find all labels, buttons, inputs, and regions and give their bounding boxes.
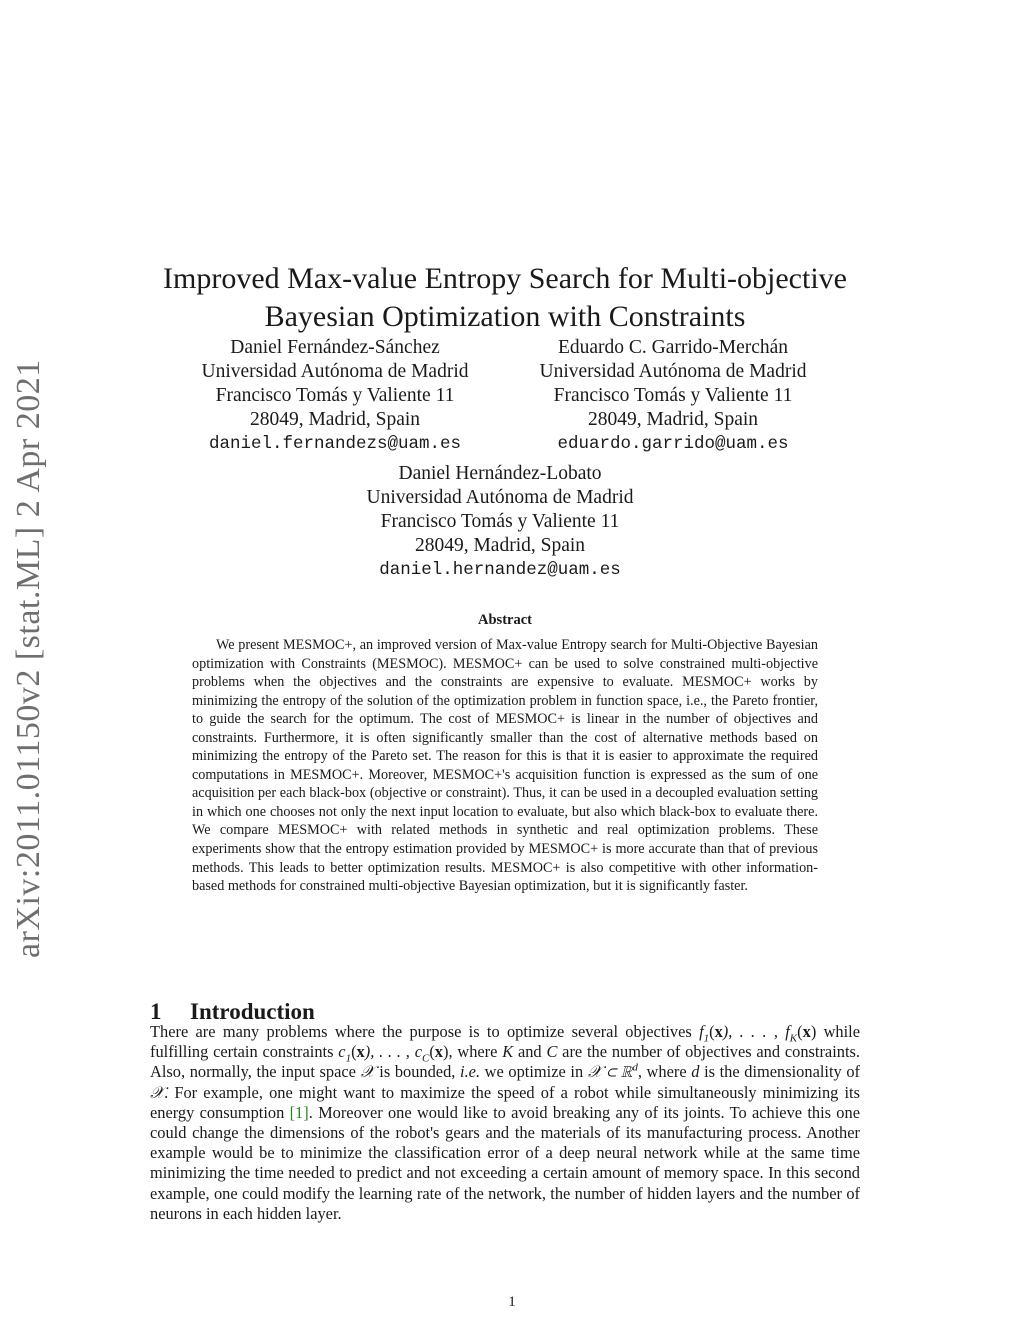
title-line-1: Improved Max-value Entropy Search for Multi-objective	[163, 262, 847, 296]
abstract-text: We present MESMOC+, an improved version of Max-value Entropy search for Multi-Objective Bayesian optimization with Constraints (MESMOC). MESMOC+ can be used to solve constrained multi-objective problems when the objectives and the constraints are expensive to evaluate. MESMOC+ works by minimizing the entropy of the solution of the optimization problem in function space, i.e., the Pareto frontier, to guide the search for the optimum. The cost of MESMOC+ is linear in the number of objectives and constraints. Furthermore, it is often significantly smaller than the cost of alternative methods based on minimizing the entropy of the Pareto set. The reason for this is that it is easier to approximate the required computations in MESMOC+. Moreover, MESMOC+'s acquisition function is expressed as the sum of one acquisition per each black-box (objective or constraint). Thus, it can be used in a decoupled evaluation setting in which one chooses not only the next input location to evaluate, but also which black-box to evaluate there. We compare MESMOC+ with related methods in synthetic and real optimization problems. These experiments show that the entropy estimation provided by MESMOC+ is more accurate than that of previous methods. This leads to better optimization results. MESMOC+ is also competitive with other information-based methods for constrained multi-objective Bayesian optimization, but it is significantly faster.	[192, 637, 818, 895]
intro-text: . Moreover one would like to avoid breaking any of its joints. To achieve this one could change the dimensions of the robot's gears and the materials of its manufacturing process. Another example would be to minimize the classification error of a deep neural network while at the same time minimizing the time needed to predict and not exceeding a certain amount of memory space. In this second example, one could modify the learning rate of the network, the number of hidden layers and the number of neurons in each hidden layer.	[150, 1102, 860, 1223]
math-vector: x	[802, 1022, 811, 1041]
math-superscript: d	[632, 1061, 638, 1074]
intro-text: is bounded,	[374, 1062, 461, 1082]
math-vector: x	[356, 1042, 365, 1062]
intro-text: , where	[637, 1062, 692, 1082]
intro-text: , where	[448, 1042, 503, 1062]
section-number: 1	[150, 999, 162, 1025]
math-constraints	[338, 1042, 449, 1065]
author-city: 28049, Madrid, Spain	[587, 409, 759, 430]
intro-text: while fulfilling certain constraints	[150, 1022, 860, 1062]
math-paren: (	[709, 1022, 715, 1041]
math-symbol: C	[546, 1042, 558, 1062]
math-symbol: 𝒳	[360, 1062, 375, 1082]
author-block	[518, 336, 828, 456]
math-paren: )	[443, 1042, 449, 1062]
author-street: Francisco Tomás y Valiente 11	[215, 385, 455, 406]
math-symbol: f	[699, 1022, 704, 1041]
author-city: 28049, Madrid, Spain	[414, 535, 586, 556]
math-paren: (	[429, 1042, 435, 1062]
abstract-heading: Abstract	[478, 612, 532, 628]
math-subscript: C	[421, 1052, 430, 1065]
author-city: 28049, Madrid, Spain	[249, 409, 421, 430]
author-street: Francisco Tomás y Valiente 11	[380, 511, 620, 532]
math-subscript: 1	[703, 1032, 710, 1045]
intro-text: are the number of objectives and constraints. Also, normally, the input space	[150, 1042, 860, 1082]
math-symbol: d	[691, 1062, 700, 1082]
author-affiliation: Universidad Autónoma de Madrid	[539, 361, 807, 382]
math-ellipsis: ), . . . , c	[364, 1042, 422, 1062]
author-name: Eduardo C. Garrido-Merchán	[557, 337, 789, 358]
author-name: Daniel Fernández-Sánchez	[230, 337, 440, 358]
math-objectives	[699, 1022, 817, 1045]
author-email: eduardo.garrido@uam.es	[557, 434, 789, 454]
math-vector: x	[434, 1042, 443, 1062]
intro-text: There are many problems where the purpose is to optimize several objectives	[150, 1022, 700, 1041]
math-symbol: 𝒳	[150, 1082, 165, 1102]
arxiv-identifier: arXiv:2011.01150v2 [stat.ML] 2 Apr 2021	[10, 359, 47, 958]
intro-text: is the dimensionality of	[699, 1062, 860, 1082]
author-name: Daniel Hernández-Lobato	[398, 463, 602, 484]
page-number: 1	[508, 1294, 516, 1310]
italic-abbreviation: i.e.	[460, 1062, 481, 1082]
author-affiliation: Universidad Autónoma de Madrid	[366, 487, 634, 508]
section-title: Introduction	[190, 999, 315, 1025]
author-block	[180, 336, 490, 456]
intro-text: . For example, one might want to maximize the speed of a robot while simultaneously minimizing its energy consumption	[150, 1082, 860, 1122]
math-ellipsis: ), . . . , f	[722, 1022, 790, 1041]
math-symbol: c	[338, 1042, 346, 1062]
citation-link[interactable]: [1]	[289, 1102, 309, 1122]
author-street: Francisco Tomás y Valiente 11	[553, 385, 793, 406]
intro-text: we optimize in	[480, 1062, 588, 1082]
math-subscript: 1	[345, 1052, 352, 1065]
math-symbol: K	[502, 1042, 514, 1062]
author-email: daniel.fernandezs@uam.es	[208, 434, 462, 454]
math-subscript: K	[789, 1032, 798, 1045]
title-line-2: Bayesian Optimization with Constraints	[264, 300, 746, 334]
paper-title	[150, 260, 860, 336]
math-symbol: 𝒳 ⊂ ℝ	[587, 1062, 633, 1082]
introduction-paragraph	[150, 1022, 860, 1224]
author-affiliation: Universidad Autónoma de Madrid	[201, 361, 469, 382]
math-vector: x	[714, 1022, 723, 1041]
math-paren: (	[351, 1042, 357, 1062]
math-paren: (	[797, 1022, 803, 1041]
author-block	[340, 462, 660, 582]
math-paren: )	[810, 1022, 817, 1041]
math-domain	[588, 1062, 638, 1081]
author-email: daniel.hernandez@uam.es	[379, 560, 621, 580]
intro-text: and	[513, 1042, 547, 1062]
